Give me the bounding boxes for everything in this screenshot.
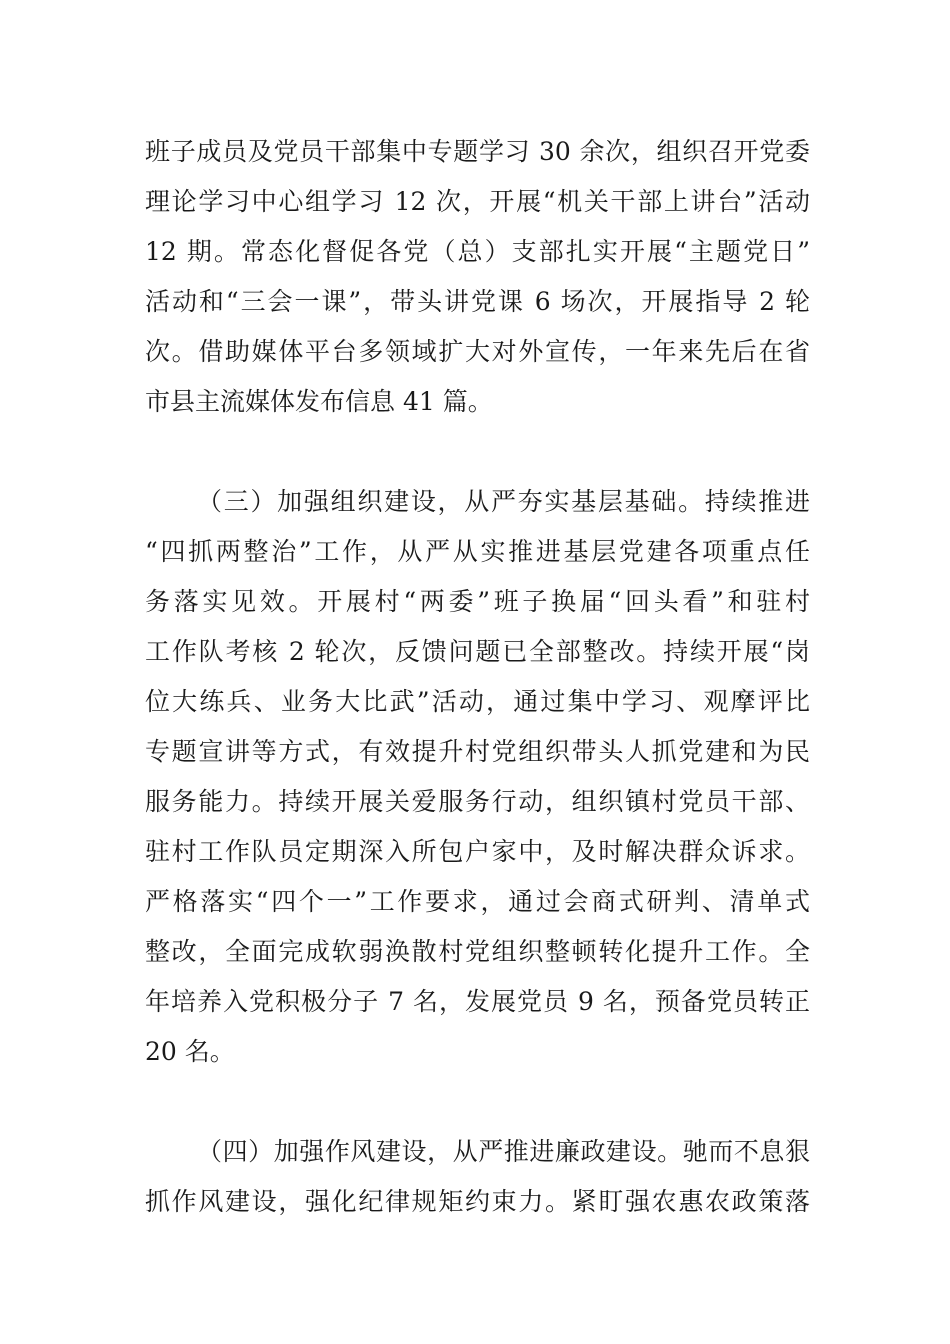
text-line: 整改，全面完成软弱涣散村党组织整顿转化提升工作。全 [145,937,810,966]
text-line: 工作队考核 2 轮次，反馈问题已全部整改。持续开展“岗 [145,637,810,666]
text-line: 班子成员及党员干部集中专题学习 30 余次，组织召开党委 [145,137,810,166]
text-line: 位大练兵、业务大比武”活动，通过集中学习、观摩评比 [145,687,810,716]
text-line: 年培养入党积极分子 7 名，发展党员 9 名，预备党员转正 [145,987,810,1016]
paragraph-heading-line: （四）加强作风建设，从严推进廉政建设。驰而不息狠 [197,1137,810,1166]
text-line: 服务能力。持续开展关爱服务行动，组织镇村党员干部、 [145,787,810,816]
text-line: 驻村工作队员定期深入所包户家中，及时解决群众诉求。 [145,837,810,866]
text-line: 活动和“三会一课”，带头讲党课 6 场次，开展指导 2 轮 [145,287,810,316]
text-line: 严格落实“四个一”工作要求，通过会商式研判、清单式 [145,887,810,916]
text-line: 专题宣讲等方式，有效提升村党组织带头人抓党建和为民 [145,737,810,766]
text-line: 市县主流媒体发布信息 41 篇。 [145,387,493,416]
paragraph-heading-line: （三）加强组织建设，从严夯实基层基础。持续推进 [197,487,810,516]
text-line: “四抓两整治”工作，从严从实推进基层党建各项重点任 [145,537,810,566]
text-line: 抓作风建设，强化纪律规矩约束力。紧盯强农惠农政策落 [145,1187,810,1216]
text-line: 12 期。常态化督促各党（总）支部扎实开展“主题党日” [145,237,810,266]
text-line: 务落实见效。开展村“两委”班子换届“回头看”和驻村 [145,587,810,616]
text-line: 理论学习中心组学习 12 次，开展“机关干部上讲台”活动 [145,187,810,216]
text-line: 次。借助媒体平台多领域扩大对外宣传，一年来先后在省 [145,337,810,366]
text-line: 20 名。 [145,1037,235,1066]
